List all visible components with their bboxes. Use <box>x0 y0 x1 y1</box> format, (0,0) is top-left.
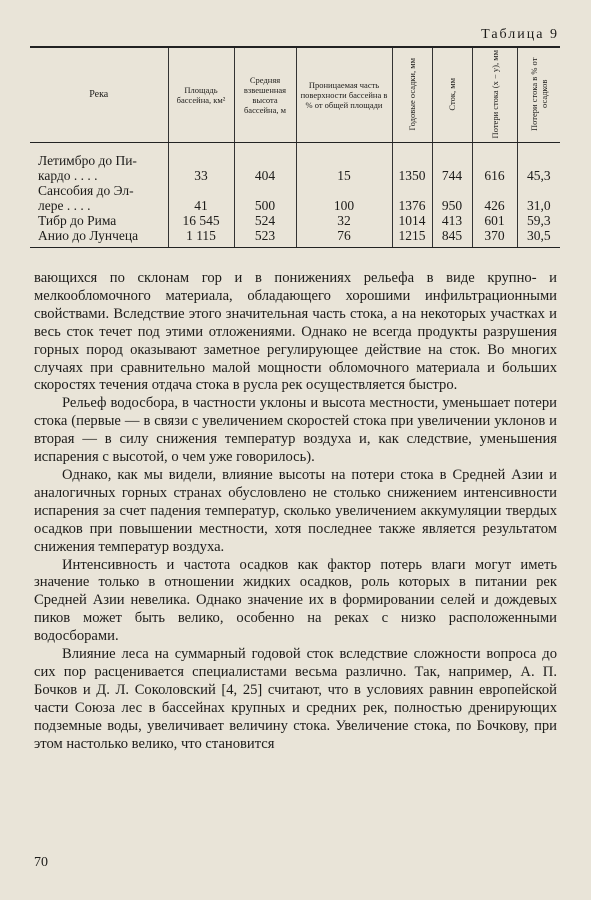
paragraph: Интенсивность и частота осадков как фактор потерь влаги могут иметь значение только в отношении жидких осадков, роль которых в питании рек Средней Азии невелика. Однако значение их в формировании селей и дождевых пиков может быть велико, особенно на реках с низко расположенными водосборами. <box>34 556 557 645</box>
table-row <box>30 143 560 184</box>
cell-runoff: 413 <box>432 213 472 228</box>
cell-height: 523 <box>234 228 296 248</box>
paragraph: Однако, как мы видели, влияние высоты на потери стока в Средней Азии и аналогичных горных странах обусловлено не столько снижением интенсивности испарения за счет падения температур, сколько увеличением аккумуляции твердых осадков при повышении местности, хотя последнее также является результатом снижения температур воздуха. <box>34 466 557 555</box>
cell-height: 500 <box>234 183 296 213</box>
header-precip: Годовые осадки, мм <box>392 47 432 143</box>
header-area: Площадь бассейна, км² <box>168 47 234 143</box>
cell-precip: 1376 <box>392 183 432 213</box>
cell-river: Тибр до Рима <box>38 213 117 228</box>
cell-loss: 370 <box>472 228 517 248</box>
header-loss-pct: Потери стока в % от осадков <box>517 47 560 143</box>
cell-loss-pct: 31,0 <box>517 183 560 213</box>
cell-area: 33 <box>168 143 234 184</box>
header-height: Средняя взвешенная высота бассейна, м <box>234 47 296 143</box>
cell-runoff: 744 <box>432 143 472 184</box>
cell-river: Летимбро до Пи- кардо . . . . <box>38 153 137 183</box>
cell-loss-pct: 45,3 <box>517 143 560 184</box>
cell-height: 404 <box>234 143 296 184</box>
table-caption: Таблица 9 <box>481 27 559 42</box>
cell-river: Сансобия до Эл- лере . . . . <box>38 183 134 213</box>
cell-permeable: 76 <box>296 228 392 248</box>
paragraph: Рельеф водосбора, в частности уклоны и высота местности, уменьшает потери стока (первые — в связи с увеличением скоростей стока при увеличении уклонов и вторая — в силу снижения температур воздуха и, как следствие, уменьшения испарения с высотой, о чем уже говорилось). <box>34 395 557 466</box>
cell-runoff: 845 <box>432 228 472 248</box>
cell-precip: 1215 <box>392 228 432 248</box>
page-number: 70 <box>34 855 48 870</box>
table-row <box>30 183 560 213</box>
table-header-row <box>30 47 560 143</box>
header-river: Река <box>30 47 168 143</box>
table-row <box>30 228 560 248</box>
cell-loss: 426 <box>472 183 517 213</box>
paragraph: Влияние леса на суммарный годовой сток вследствие сложности вопроса до сих пор расценивается специалистами весьма различно. Так, например, А. П. Бочков и Д. Л. Соколовский [4, 25] считают, что в условиях равнин европейской части Союза лес в бассейнах крупных и средних рек, полностью дренирующих подземные воды, увеличивает величину стока. Увеличение стока, по Бочкову, при этом настолько велико, что становится <box>34 646 557 752</box>
cell-loss-pct: 59,3 <box>517 213 560 228</box>
cell-river: Анио до Лунчеца <box>30 228 168 248</box>
cell-area: 1 115 <box>168 228 234 248</box>
cell-runoff: 950 <box>432 183 472 213</box>
cell-precip: 1350 <box>392 143 432 184</box>
cell-precip: 1014 <box>392 213 432 228</box>
table-row <box>30 213 560 228</box>
data-table-container <box>30 46 560 248</box>
header-loss: Потери стока (x − y), мм <box>472 47 517 143</box>
cell-area: 41 <box>168 183 234 213</box>
cell-area: 16 545 <box>168 213 234 228</box>
cell-permeable: 15 <box>296 143 392 184</box>
header-runoff: Сток, мм <box>432 47 472 143</box>
cell-permeable: 32 <box>296 213 392 228</box>
paragraph: вающихся по склонам гор и в понижениях рельефа в виде крупно- и мелкообломочного материала, обладающего хорошими инфильтрационными свойствами. Вследствие этого значительная часть стока, а на некоторых участках и весь сток течет под этими отложениями. Однако не всегда продукты разрушения горных пород оказывают заметное регулирующее действие на сток. Во многих случаях при сравнительно малой мощности обломочного материала и больших скоростях течения отдача стока в русла рек осуществляется быстро. <box>34 270 557 394</box>
cell-height: 524 <box>234 213 296 228</box>
header-permeable: Проницаемая часть поверхности бассейна в % от общей площади <box>296 47 392 143</box>
cell-loss-pct: 30,5 <box>517 228 560 248</box>
cell-loss: 601 <box>472 213 517 228</box>
cell-permeable: 100 <box>296 183 392 213</box>
body-text <box>34 270 557 753</box>
cell-loss: 616 <box>472 143 517 184</box>
runoff-loss-table <box>30 46 560 248</box>
